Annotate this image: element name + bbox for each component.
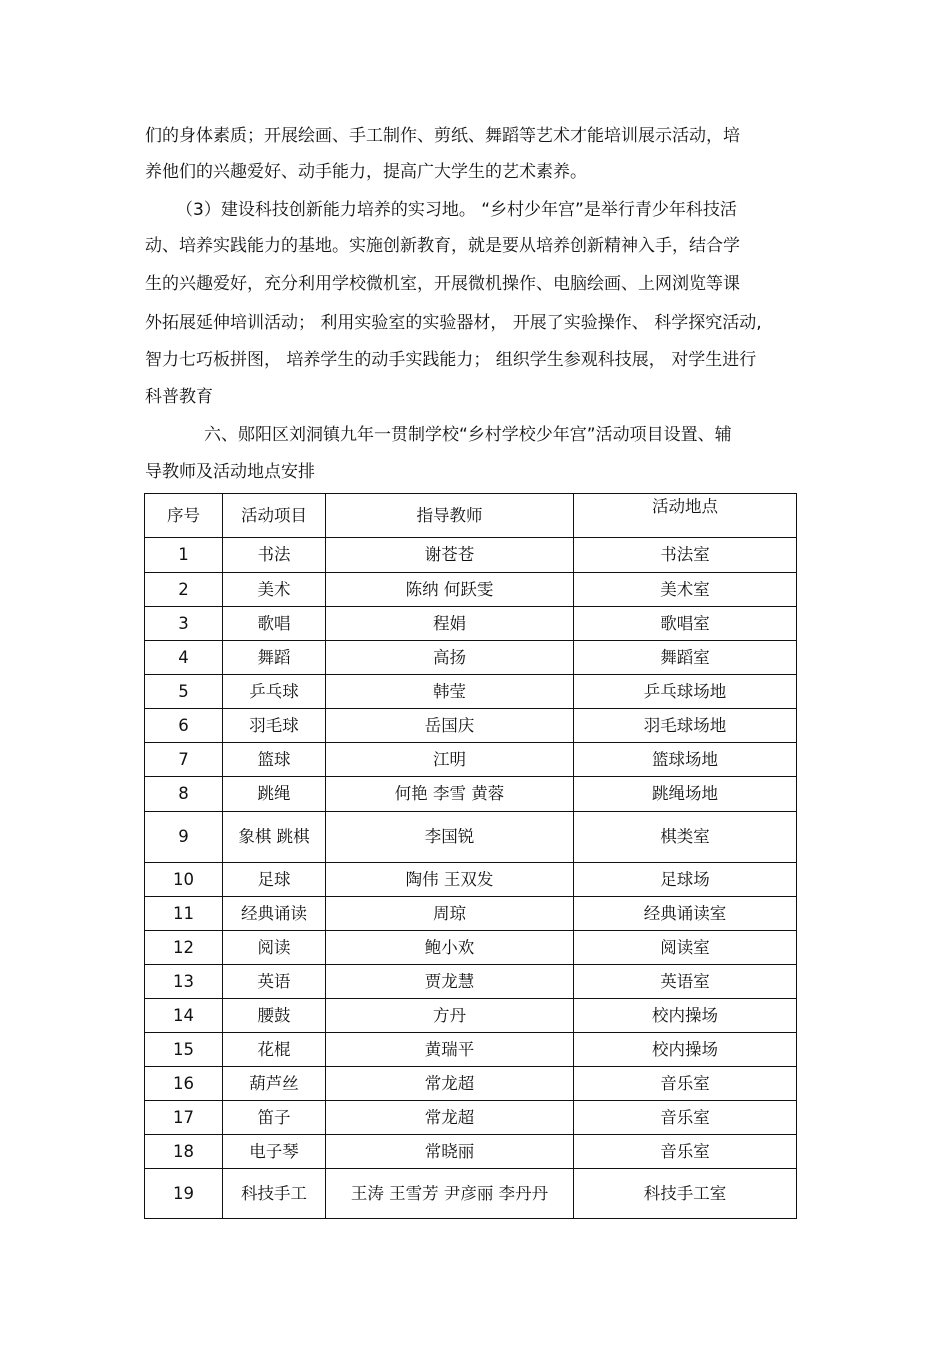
cell-number: 9 [145,812,223,863]
table-row [145,607,797,641]
cell-location: 书法室 [574,538,797,573]
table-row [145,1169,797,1219]
cell-location: 舞蹈室 [574,641,797,675]
cell-number: 1 [145,538,223,573]
cell-teacher: 周琼 [326,897,574,931]
cell-activity: 经典诵读 [223,897,326,931]
cell-activity: 跳绳 [223,777,326,812]
table-row [145,863,797,897]
cell-location: 科技手工室 [574,1169,797,1219]
paragraph-line: 生的兴趣爱好，充分利用学校微机室，开展微机操作、电脑绘画、上网浏览等课 [145,274,740,294]
table-row [145,777,797,812]
cell-number: 17 [145,1101,223,1135]
cell-number: 12 [145,931,223,965]
cell-number: 10 [145,863,223,897]
cell-number: 2 [145,573,223,607]
cell-location: 跳绳场地 [574,777,797,812]
cell-location: 棋类室 [574,812,797,863]
header-activity: 活动项目 [223,494,326,538]
cell-number: 19 [145,1169,223,1219]
table-row [145,573,797,607]
table-row [145,641,797,675]
cell-activity: 乒乓球 [223,675,326,709]
cell-teacher: 贾龙慧 [326,965,574,999]
cell-activity: 电子琴 [223,1135,326,1169]
cell-number: 3 [145,607,223,641]
section-heading: 六、郧阳区刘洞镇九年一贯制学校“乡村学校少年宫”活动项目设置、辅 [204,425,732,445]
cell-location: 美术室 [574,573,797,607]
paragraph-line: 动、培养实践能力的基地。实施创新教育，就是要从培养创新精神入手，结合学 [145,236,740,256]
cell-number: 8 [145,777,223,812]
cell-teacher: 何艳 李雪 黄蓉 [326,777,574,812]
activity-table [144,493,797,1219]
cell-activity: 阅读 [223,931,326,965]
cell-location: 篮球场地 [574,743,797,777]
cell-location: 阅读室 [574,931,797,965]
section-heading-continued: 导教师及活动地点安排 [145,462,315,482]
cell-location: 足球场 [574,863,797,897]
cell-activity: 书法 [223,538,326,573]
paragraph-line: 外拓展延伸培训活动； 利用实验室的实验器材， 开展了实验操作、 科学探究活动, [145,313,762,333]
cell-number: 14 [145,999,223,1033]
cell-teacher: 常龙超 [326,1101,574,1135]
cell-teacher: 谢苍苍 [326,538,574,573]
cell-teacher: 陈纳 何跃雯 [326,573,574,607]
cell-teacher: 常晓丽 [326,1135,574,1169]
cell-number: 18 [145,1135,223,1169]
cell-activity: 篮球 [223,743,326,777]
cell-teacher: 李国锐 [326,812,574,863]
table-row [145,897,797,931]
cell-teacher: 江明 [326,743,574,777]
cell-number: 15 [145,1033,223,1067]
cell-location: 歌唱室 [574,607,797,641]
cell-location: 音乐室 [574,1067,797,1101]
cell-teacher: 韩莹 [326,675,574,709]
cell-location: 羽毛球场地 [574,709,797,743]
paragraph-line: 们的身体素质；开展绘画、手工制作、剪纸、舞蹈等艺术才能培训展示活动，培 [145,126,740,146]
cell-location: 音乐室 [574,1101,797,1135]
table-row [145,1101,797,1135]
cell-location: 乒乓球场地 [574,675,797,709]
cell-activity: 歌唱 [223,607,326,641]
cell-teacher: 王涛 王雪芳 尹彦丽 李丹丹 [326,1169,574,1219]
table-row [145,931,797,965]
cell-activity: 羽毛球 [223,709,326,743]
cell-activity: 科技手工 [223,1169,326,1219]
table-row [145,1135,797,1169]
cell-teacher: 程娟 [326,607,574,641]
cell-activity: 腰鼓 [223,999,326,1033]
table-row [145,709,797,743]
cell-number: 6 [145,709,223,743]
cell-number: 13 [145,965,223,999]
cell-number: 4 [145,641,223,675]
table-row [145,743,797,777]
cell-number: 11 [145,897,223,931]
cell-number: 7 [145,743,223,777]
cell-number: 16 [145,1067,223,1101]
cell-teacher: 岳国庆 [326,709,574,743]
cell-teacher: 黄瑞平 [326,1033,574,1067]
table-row [145,965,797,999]
cell-activity: 英语 [223,965,326,999]
table-row [145,675,797,709]
cell-teacher: 常龙超 [326,1067,574,1101]
cell-teacher: 陶伟 王双发 [326,863,574,897]
paragraph-line: （3）建设科技创新能力培养的实习地。 “乡村少年宫”是举行青少年科技活 [176,200,737,220]
cell-activity: 象棋 跳棋 [223,812,326,863]
cell-location: 经典诵读室 [574,897,797,931]
cell-activity: 足球 [223,863,326,897]
table-row [145,538,797,573]
header-teacher: 指导教师 [326,494,574,538]
cell-teacher: 鲍小欢 [326,931,574,965]
cell-location: 校内操场 [574,999,797,1033]
table-row [145,812,797,863]
cell-location: 校内操场 [574,1033,797,1067]
table-row [145,1067,797,1101]
paragraph-line: 养他们的兴趣爱好、动手能力，提高广大学生的艺术素养。 [145,162,587,182]
paragraph-line: 智力七巧板拼图， 培养学生的动手实践能力； 组织学生参观科技展， 对学生进行 [145,350,757,370]
cell-activity: 笛子 [223,1101,326,1135]
table-row [145,1033,797,1067]
cell-activity: 花棍 [223,1033,326,1067]
cell-activity: 美术 [223,573,326,607]
header-number: 序号 [145,494,223,538]
header-location: 活动地点 [574,494,797,538]
cell-teacher: 高扬 [326,641,574,675]
cell-location: 英语室 [574,965,797,999]
cell-teacher: 方丹 [326,999,574,1033]
cell-activity: 舞蹈 [223,641,326,675]
cell-number: 5 [145,675,223,709]
table-row [145,999,797,1033]
table-header-row [145,494,797,538]
paragraph-line: 科普教育 [145,387,213,407]
cell-activity: 葫芦丝 [223,1067,326,1101]
cell-location: 音乐室 [574,1135,797,1169]
